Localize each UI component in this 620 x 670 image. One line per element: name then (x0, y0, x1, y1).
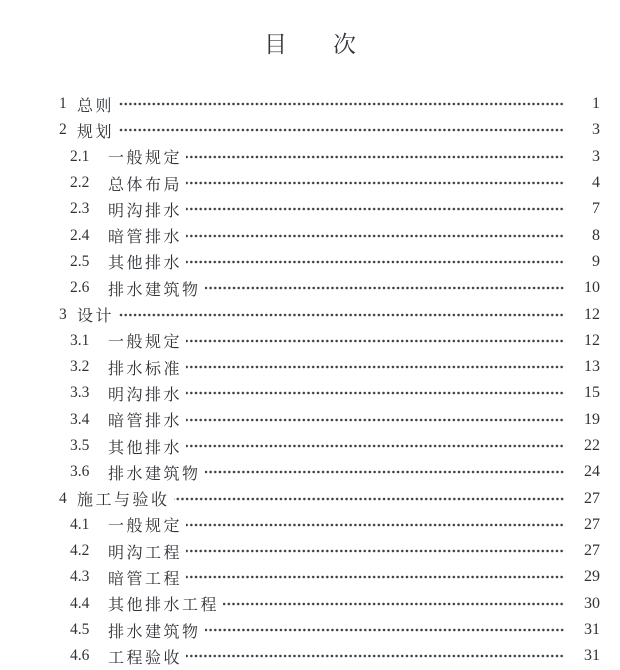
section-number: 3.3 (70, 384, 90, 402)
section-number: 2.4 (70, 226, 90, 244)
dot-leader (186, 228, 564, 244)
dot-leader (118, 122, 564, 138)
toc-entry (0, 117, 620, 143)
section-title: 暗管排水 (108, 413, 183, 431)
section-number: 1 (59, 95, 67, 113)
dot-leader (205, 464, 564, 480)
section-number: 3.4 (70, 410, 90, 428)
section-title: 总体布局 (108, 176, 183, 194)
page-number: 13 (584, 358, 600, 376)
section-number: 3.5 (70, 437, 90, 454)
dot-leader (205, 280, 564, 296)
dot-leader (186, 569, 564, 585)
section-number: 4.3 (70, 568, 90, 586)
section-title: 一般规定 (108, 518, 183, 536)
toc-entry (0, 459, 620, 485)
toc-entry (0, 407, 620, 433)
section-title: 排水建筑物 (108, 465, 201, 483)
section-title: 其他排水工程 (108, 597, 220, 615)
toc-entry (0, 643, 620, 669)
toc-entry (0, 564, 620, 590)
dot-leader (186, 333, 564, 349)
page-title: 目 次 (264, 32, 356, 57)
section-number: 2.3 (70, 200, 90, 218)
toc-entry (0, 328, 620, 354)
page-number: 22 (584, 437, 600, 454)
section-title: 设计 (77, 308, 115, 326)
section-title: 规划 (77, 123, 115, 141)
dot-leader (186, 385, 564, 401)
page-number: 8 (592, 226, 600, 244)
dot-leader (186, 359, 564, 375)
toc-entry (0, 538, 620, 564)
dot-leader (186, 254, 564, 270)
toc-entry (0, 380, 620, 406)
toc-entry (0, 91, 620, 117)
page-number: 12 (584, 331, 600, 349)
section-number: 3.2 (70, 358, 90, 376)
section-number: 2.5 (70, 252, 90, 270)
toc-entry (0, 249, 620, 275)
section-number: 2.2 (70, 174, 90, 192)
dot-leader (186, 543, 564, 559)
dot-leader (186, 412, 564, 428)
toc-entry (0, 591, 620, 617)
page-number: 31 (584, 621, 600, 639)
toc-entry (0, 354, 620, 380)
section-title: 排水建筑物 (108, 281, 201, 299)
dot-leader (186, 648, 564, 664)
section-number: 4.6 (70, 647, 90, 665)
section-number: 2.6 (70, 279, 90, 297)
toc-entry (0, 433, 620, 459)
page-number: 27 (584, 542, 600, 560)
toc-entry (0, 170, 620, 196)
section-number: 2 (59, 121, 67, 139)
page-number: 29 (584, 568, 600, 586)
section-number: 4.5 (70, 621, 90, 639)
page-number: 1 (592, 95, 600, 113)
toc-entry (0, 196, 620, 222)
toc-entry (0, 222, 620, 248)
section-title: 其他排水 (108, 439, 183, 457)
toc-entry (0, 144, 620, 170)
toc-entry (0, 485, 620, 511)
page-number: 3 (592, 147, 600, 165)
dot-leader (205, 622, 564, 638)
dot-leader (174, 491, 564, 507)
section-number: 4.4 (70, 594, 90, 612)
section-title: 排水建筑物 (108, 623, 201, 641)
dot-leader (118, 96, 564, 112)
section-title: 暗管工程 (108, 570, 183, 588)
section-title: 明沟排水 (108, 202, 183, 220)
toc-entry (0, 275, 620, 301)
section-number: 4 (59, 489, 67, 507)
dot-leader (118, 307, 564, 323)
page-number: 7 (592, 200, 600, 218)
section-title: 排水标准 (108, 360, 183, 378)
dot-leader (186, 201, 564, 217)
section-title: 明沟工程 (108, 544, 183, 562)
page-number: 27 (584, 489, 600, 507)
page-number: 27 (584, 515, 600, 533)
section-number: 4.2 (70, 542, 90, 560)
toc-entry (0, 301, 620, 327)
page-number: 15 (584, 384, 600, 402)
page-number: 31 (584, 647, 600, 665)
page-number: 4 (592, 174, 600, 192)
section-title: 工程验收 (108, 649, 183, 667)
toc-list (0, 91, 620, 670)
section-number: 3.6 (70, 463, 90, 481)
section-number: 3.1 (70, 331, 90, 349)
section-title: 暗管排水 (108, 229, 183, 247)
page-number: 19 (584, 410, 600, 428)
dot-leader (223, 596, 564, 612)
page-number: 24 (584, 463, 600, 481)
dot-leader (186, 175, 564, 191)
section-title: 一般规定 (108, 150, 183, 168)
dot-leader (186, 517, 564, 533)
page-number: 3 (592, 121, 600, 139)
section-number: 3 (59, 305, 67, 323)
page-number: 30 (584, 594, 600, 612)
section-title: 施工与验收 (77, 492, 170, 510)
section-number: 4.1 (70, 515, 90, 533)
dot-leader (186, 149, 564, 165)
section-title: 总则 (77, 97, 115, 115)
dot-leader (186, 438, 564, 454)
toc-entry (0, 512, 620, 538)
page-number: 12 (584, 305, 600, 323)
section-title: 明沟排水 (108, 386, 183, 404)
toc-entry (0, 617, 620, 643)
page-number: 9 (592, 252, 600, 270)
section-title: 一般规定 (108, 334, 183, 352)
section-number: 2.1 (70, 147, 90, 165)
page-number: 10 (584, 279, 600, 297)
section-title: 其他排水 (108, 255, 183, 273)
